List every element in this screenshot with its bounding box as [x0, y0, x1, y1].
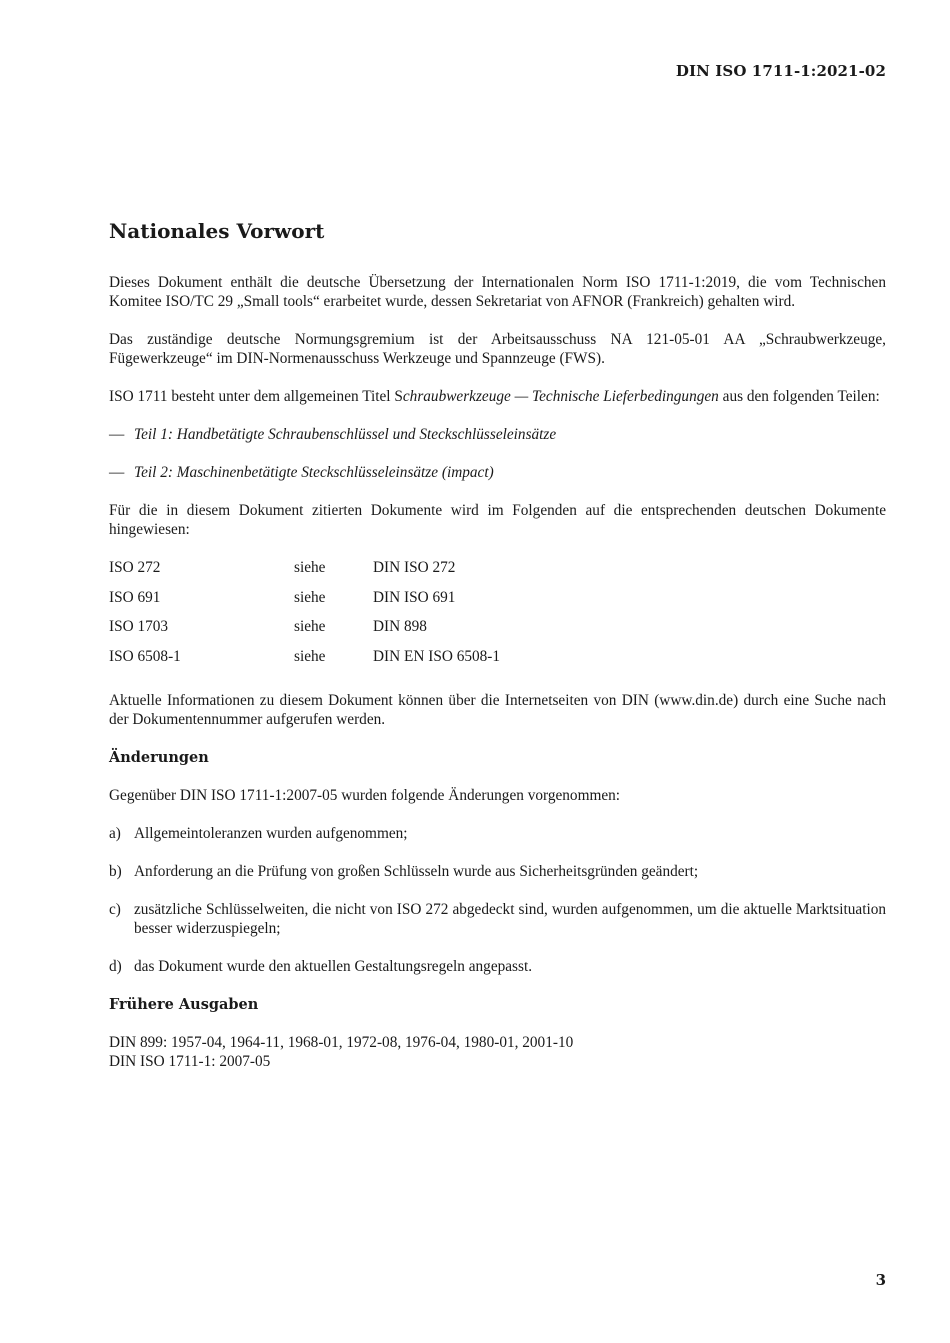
reference-relation: siehe	[294, 647, 326, 665]
document-content	[109, 217, 886, 1071]
change-text: das Dokument wurde den aktuellen Gestaltungsregeln angepasst.	[134, 958, 533, 975]
change-text: Allgemeintoleranzen wurden aufgenommen;	[134, 825, 408, 842]
paragraph-translation-info: Dieses Dokument enthält die deutsche Übersetzung der Internationalen Norm ISO 1711-1:2019, die vom Technischen Komitee ISO/TC 29 „Small tools“ erarbeitet wurde, dessen Sekretariat von AFNOR (Frankreich) gehalten wird.	[109, 274, 886, 310]
part-title: Teil 2: Maschinenbetätigte Steckschlüsseleinsätze (impact)	[134, 464, 494, 481]
reference-relation: siehe	[294, 618, 326, 635]
change-marker: c)	[109, 901, 121, 918]
reference-row	[109, 588, 886, 618]
din-reference: DIN EN ISO 6508-1	[373, 647, 501, 665]
change-item	[109, 900, 886, 938]
change-text: Anforderung an die Prüfung von großen Schlüsseln wurde aus Sicherheitsgründen geändert;	[134, 863, 699, 880]
part-title: Teil 1: Handbetätigte Schraubenschlüssel und Steckschlüsseleinsätze	[134, 426, 557, 443]
paragraph-online-info: Aktuelle Informationen zu diesem Dokument können über die Internetseiten von DIN (www.din.de) durch eine Suche nach der Dokumentennummer aufgerufen werden.	[109, 692, 886, 728]
part-list-item	[109, 463, 886, 482]
din-reference: DIN ISO 272	[373, 559, 456, 576]
previous-editions-line: DIN 899: 1957-04, 1964-11, 1968-01, 1972-08, 1976-04, 1980-01, 2001-10	[109, 1034, 574, 1051]
iso-reference: ISO 272	[109, 559, 161, 576]
list-dash: —	[109, 426, 125, 443]
change-item	[109, 824, 886, 843]
document-identifier: DIN ISO 1711-1:2021-02	[675, 62, 886, 80]
change-item	[109, 957, 886, 976]
change-marker: d)	[109, 958, 122, 975]
reference-relation: siehe	[294, 588, 326, 606]
changes-intro: Gegenüber DIN ISO 1711-1:2007-05 wurden folgende Änderungen vorgenommen:	[109, 787, 621, 804]
page-number: 3	[875, 1271, 886, 1289]
previous-editions-line: DIN ISO 1711-1: 2007-05	[109, 1053, 271, 1070]
din-reference: DIN ISO 691	[373, 588, 456, 606]
reference-row	[109, 647, 886, 677]
iso-reference: ISO 1703	[109, 618, 169, 635]
paragraph-committee-info: Das zuständige deutsche Normungsgremium ist der Arbeitsausschuss NA 121-05-01 AA „Schraubwerkzeuge, Fügewerkzeuge“ im DIN-Normenausschuss Werkzeuge und Spannzeuge (FWS).	[109, 331, 886, 367]
change-item	[109, 862, 886, 881]
paragraph-references-intro: Für die in diesem Dokument zitierten Dokumente wird im Folgenden auf die entsprechenden deutschen Dokumente hingewiesen:	[109, 502, 886, 538]
change-text: zusätzliche Schlüsselweiten, die nicht von ISO 272 abgedeckt sind, wurden aufgenommen, um die aktuelle Marktsituation besser widerzuspiegeln;	[134, 901, 886, 937]
list-dash: —	[109, 464, 125, 481]
series-intro-text: ISO 1711 besteht unter dem allgemeinen Titel S	[109, 388, 403, 405]
document-page	[109, 0, 886, 1343]
changes-heading: Änderungen	[109, 749, 209, 766]
reference-table	[109, 558, 886, 676]
series-title: chraubwerkzeuge — Technische Lieferbedingungen	[402, 388, 719, 405]
change-marker: a)	[109, 825, 121, 842]
series-outro-text: aus den folgenden Teilen:	[718, 388, 880, 405]
reference-row	[109, 617, 886, 647]
part-list-item	[109, 425, 886, 444]
din-reference: DIN 898	[373, 618, 427, 635]
paragraph-series-info	[109, 387, 886, 406]
reference-row	[109, 558, 886, 588]
page-title: Nationales Vorwort	[109, 219, 325, 243]
iso-reference: ISO 691	[109, 588, 161, 606]
previous-editions-heading: Frühere Ausgaben	[109, 996, 259, 1013]
reference-relation: siehe	[294, 559, 326, 576]
change-marker: b)	[109, 863, 122, 880]
iso-reference: ISO 6508-1	[109, 647, 181, 665]
